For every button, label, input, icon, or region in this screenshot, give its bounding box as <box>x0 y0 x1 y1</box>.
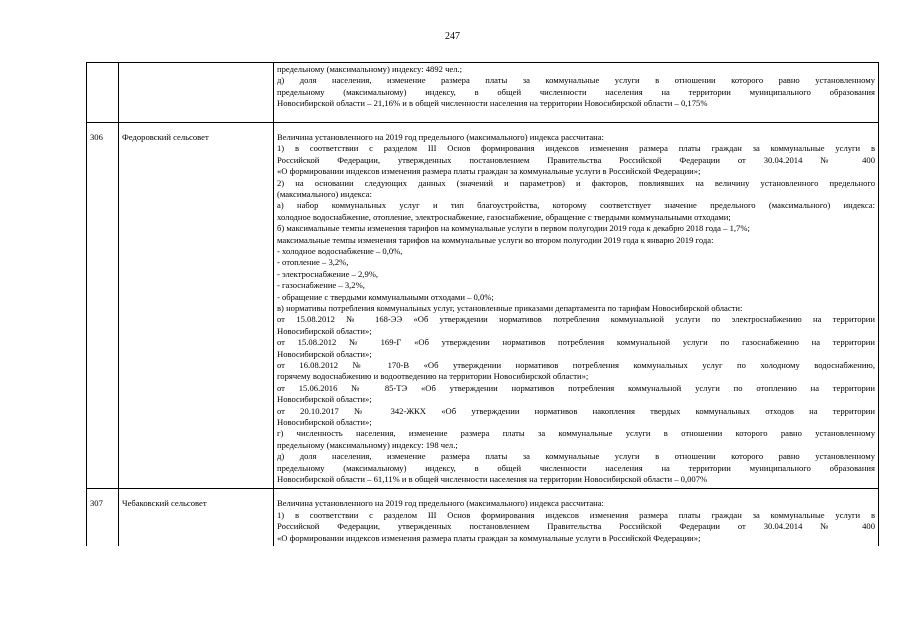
text-line: - газоснабжение – 3,2%, <box>277 280 365 291</box>
text-line: Новосибирской области»; <box>277 348 372 359</box>
text-line: горячему водоснабжению и водоотведению на территории Новосибирской области»; <box>277 371 589 382</box>
text-line: - электроснабжение – 2,9%, <box>277 268 379 279</box>
text-line: холодное водоснабжение, отопление, электроснабжение, газоснабжение, обращение с твердыми коммунальными отходами; <box>277 211 731 222</box>
text-line: предельному (максимальному) индексу: 4892 чел.; <box>277 64 463 74</box>
text-line: максимальные темпы изменения тарифов на коммунальные услуги во втором полугодии 2019 года к январю 2019 года: <box>277 234 714 245</box>
text-line: в) нормативы потребления коммунальных услуг, установленные приказами департамента по тарифам Новосибирской области: <box>277 303 743 314</box>
table-row <box>87 489 879 546</box>
row-number: 306 <box>87 123 119 489</box>
text-line: Новосибирской области»; <box>277 417 372 428</box>
text-line: г) численность населения, изменение размера платы за коммунальные услуги в отношении которого равно установленному <box>277 428 875 439</box>
table-row <box>87 63 879 123</box>
page-number: 247 <box>445 31 460 42</box>
table-row <box>87 123 879 489</box>
text-line: «О формировании индексов изменения размера платы граждан за коммунальные услуги в Российской Федерации»; <box>277 166 701 177</box>
text-line: д) доля населения, изменение размера платы за коммунальные услуги в отношении которого равно установленному <box>277 451 875 462</box>
text-line: Новосибирской области – 21,16% и в общей численности населения на территории Новосибирской области – 0,175% <box>277 98 708 109</box>
text-line: Новосибирской области – 61,11% и в общей численности населения на территории Новосибирской области – 0,007% <box>277 474 708 484</box>
text-line: б) максимальные темпы изменения тарифов на коммунальные услуги в первом полугодии 2019 года к декабрю 2018 года – 1,7%; <box>277 223 750 234</box>
row-number <box>87 63 119 123</box>
text-line: д) доля населения, изменение размера платы за коммунальные услуги в отношении которого равно установленному <box>277 75 875 86</box>
settlement-name <box>119 63 274 123</box>
text-line: от 16.08.2012 № 170-В «Об утверждении нормативов потребления коммунальных услуг по холодному водоснабжению, <box>277 360 875 371</box>
tariff-index-table <box>86 62 879 546</box>
text-line: от 15.08.2012 № 169-Г «Об утверждении нормативов потребления коммунальной услуги по газоснабжению на территории <box>277 337 875 348</box>
text-line: 1) в соответствии с разделом III Основ формирования индексов изменения размера платы граждан за коммунальные услуги в <box>277 143 875 154</box>
text-line: а) набор коммунальных услуг и тип благоустройства, которому соответствует значение предельного (максимального) индекса: <box>277 200 875 211</box>
settlement-name: Чебаковский сельсовет <box>119 489 274 546</box>
text-line: Новосибирской области»; <box>277 325 372 336</box>
row-number: 307 <box>87 489 119 546</box>
text-line: 1) в соответствии с разделом III Основ формирования индексов изменения размера платы граждан за коммунальные услуги в <box>277 509 875 520</box>
text-line: от 20.10.2017 № 342-ЖКХ «Об утверждении нормативов накопления твердых коммунальных отходов на территории <box>277 405 875 416</box>
text-line: 2) на основании следующих данных (значений и параметров) и факторов, повлиявших на величину установленного предельного <box>277 177 875 188</box>
calculation-description <box>274 489 879 546</box>
text-line: Российской Федерации, утвержденных постановлением Правительства Российской Федерации от 30.04.2014 № 400 <box>277 521 875 532</box>
text-line: - отопление – 3,2%, <box>277 257 349 268</box>
text-line: от 15.08.2012 № 168-ЭЭ «Об утверждении нормативов потребления коммунальной услуги по электроснабжению на территории <box>277 314 875 325</box>
text-line: предельному (максимальному) индексу, в общей численности населения на территории муниципального образования <box>277 462 875 473</box>
text-line: - обращение с твердыми коммунальными отходами – 0,0%; <box>277 291 494 302</box>
text-line: Величина установленного на 2019 год предельного (максимального) индекса рассчитана: <box>277 132 604 142</box>
text-line: (максимального) индекса: <box>277 188 372 199</box>
text-line: Новосибирской области»; <box>277 394 372 405</box>
settlement-name: Федоровский сельсовет <box>119 123 274 489</box>
text-line: предельному (максимальному) индексу, в общей численности населения на территории муниципального образования <box>277 86 875 97</box>
text-line: от 15.06.2016 № 85-ТЭ «Об утверждении нормативов потребления коммунальной услуги по отоплению на территории <box>277 382 875 393</box>
text-line: Величина установленного на 2019 год предельного (максимального) индекса рассчитана: <box>277 498 604 509</box>
calculation-description <box>274 63 879 123</box>
text-line: предельному (максимальному) индексу: 198 чел.; <box>277 439 458 450</box>
text-line: - холодное водоснабжение – 0,0%, <box>277 246 403 256</box>
text-line: «О формировании индексов изменения размера платы граждан за коммунальные услуги в Российской Федерации»; <box>277 532 701 543</box>
calculation-description <box>274 123 879 489</box>
text-line: Российской Федерации, утвержденных постановлением Правительства Российской Федерации от 30.04.2014 № 400 <box>277 154 875 165</box>
